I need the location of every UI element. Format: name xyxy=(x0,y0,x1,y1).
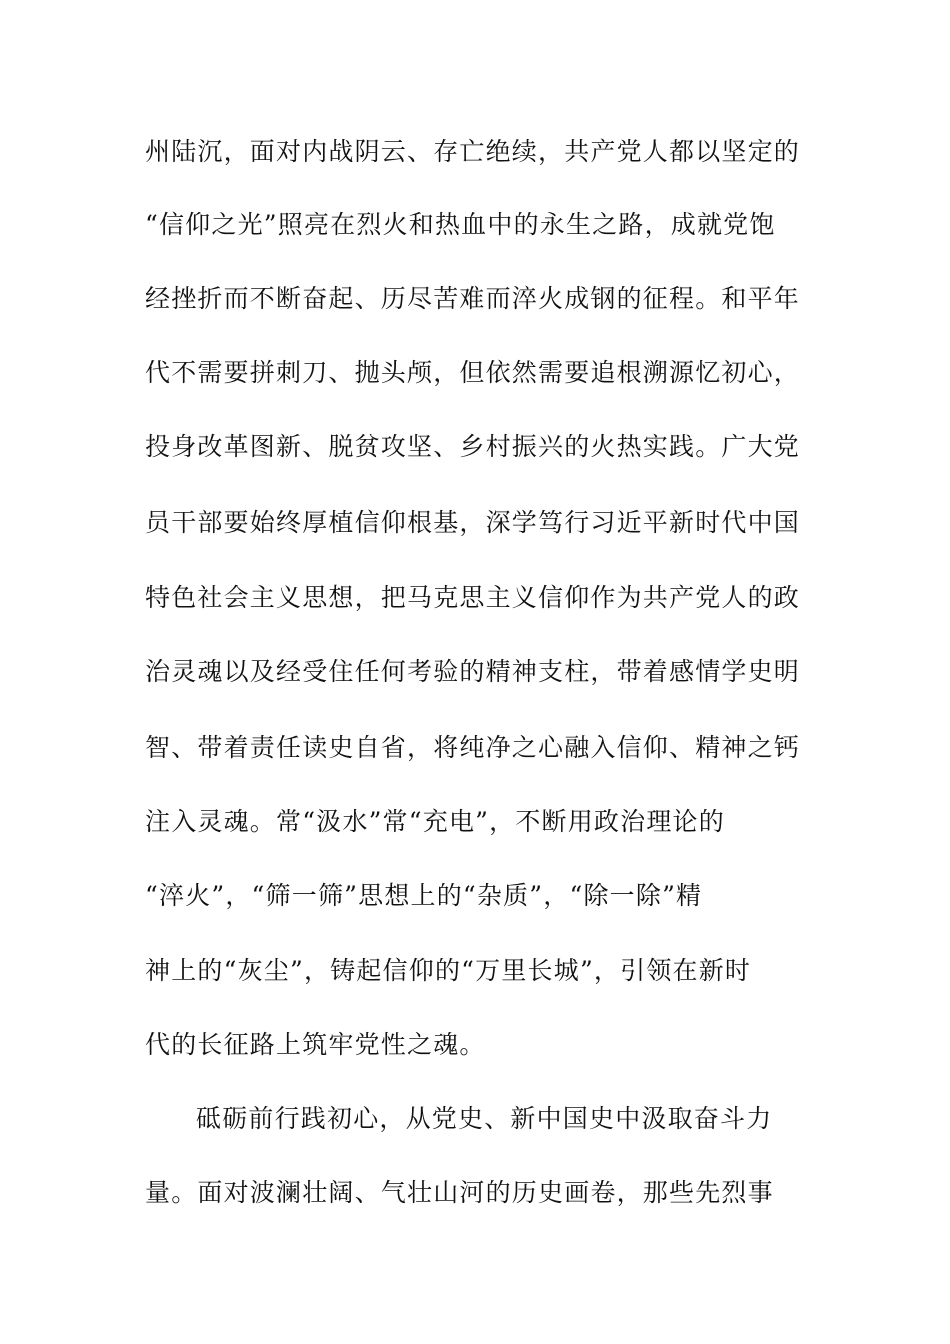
text-line: 州陆沉，面对内战阴云、存亡绝续，共产党人都以坚定的 xyxy=(145,137,801,166)
text-line: 量。面对波澜壮阔、气壮山河的历史画卷，那些先烈事 xyxy=(145,1178,774,1207)
text-line: 特色社会主义思想，把马克思主义信仰作为共产党人的政 xyxy=(145,583,801,612)
text-line: “信仰之光”照亮在烈火和热血中的永生之路，成就党饱 xyxy=(145,210,776,239)
text-line: “淬火”，“筛一筛”思想上的“杂质”，“除一除”精 xyxy=(145,881,703,910)
text-line: 代不需要拼刺刀、抛头颅，但依然需要追根溯源忆初心， xyxy=(145,358,801,387)
text-line: 代的长征路上筑牢党性之魂。 xyxy=(145,1030,486,1059)
text-line: 员干部要始终厚植信仰根基，深学笃行习近平新时代中国 xyxy=(145,508,801,537)
text-line: 注入灵魂。常“汲水”常“充电”，不断用政治理论的 xyxy=(145,807,725,836)
text-line: 神上的“灰尘”，铸起信仰的“万里长城”，引领在新时 xyxy=(145,956,752,985)
text-line: 治灵魂以及经受住任何考验的精神支柱，带着感情学史明 xyxy=(145,657,801,686)
text-line: 智、带着责任读史自省，将纯净之心融入信仰、精神之钙 xyxy=(145,733,801,762)
text-line: 经挫折而不断奋起、历尽苦难而淬火成钢的征程。和平年 xyxy=(145,284,801,313)
text-line: 投身改革图新、脱贫攻坚、乡村振兴的火热实践。广大党 xyxy=(145,432,801,461)
paragraph-first-line: 砥砺前行践初心，从党史、新中国史中汲取奋斗力 xyxy=(196,1104,773,1133)
